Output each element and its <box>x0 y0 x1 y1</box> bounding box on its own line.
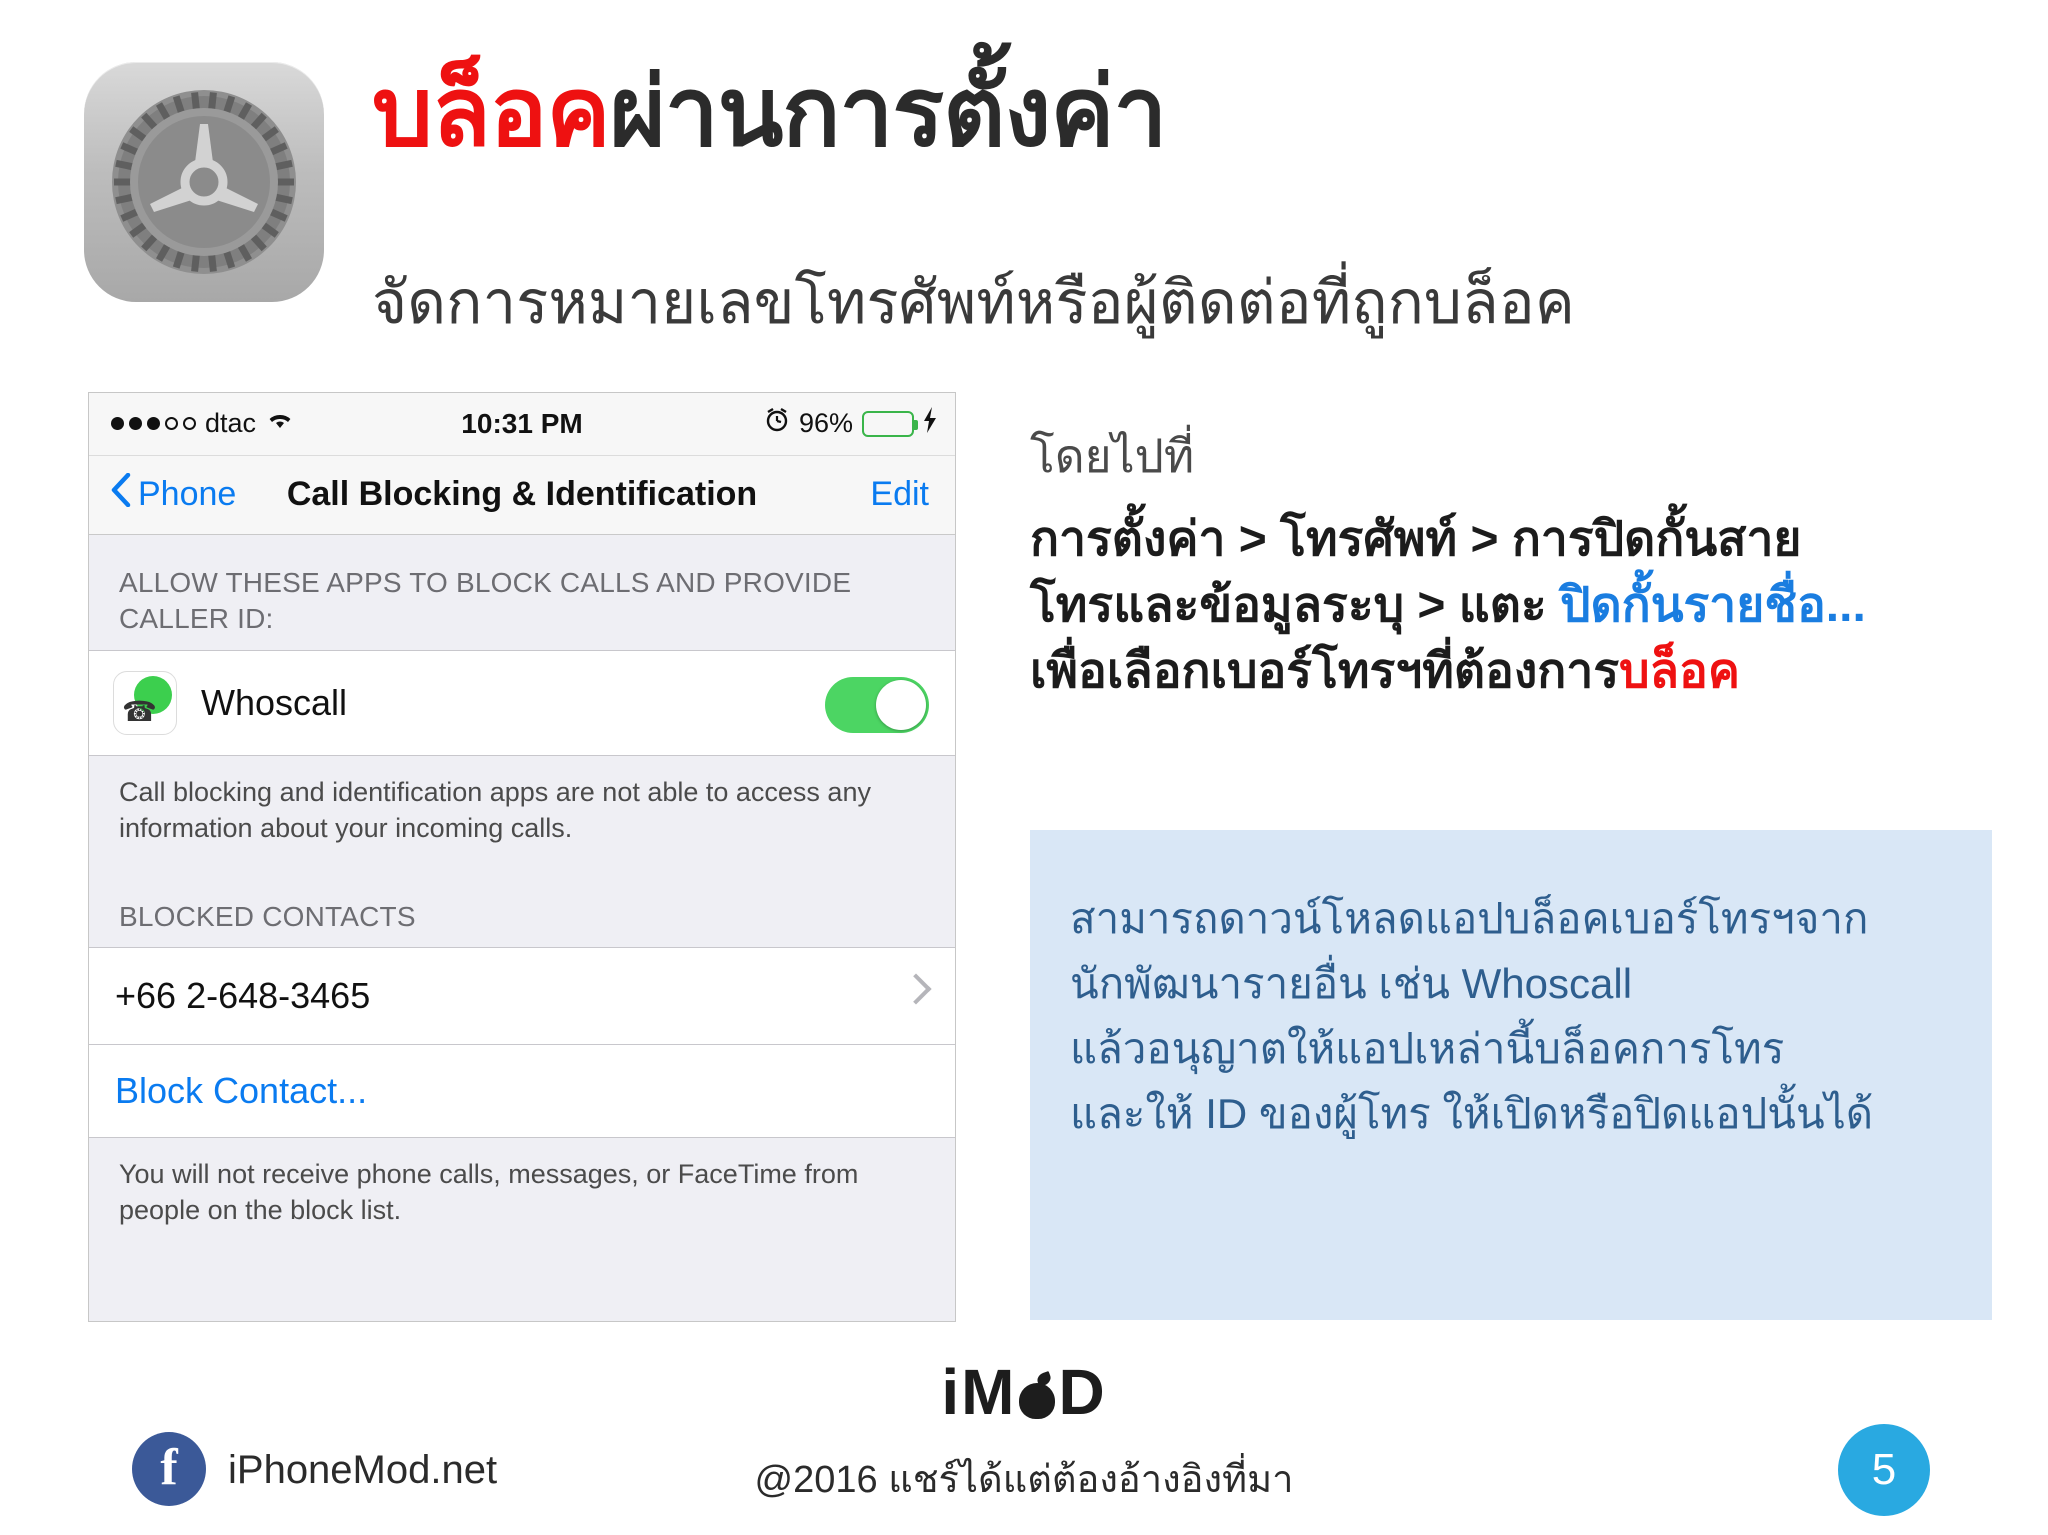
alarm-clock-icon <box>764 407 790 440</box>
whoscall-row[interactable] <box>89 650 955 756</box>
header <box>0 0 2048 370</box>
blocked-contacts-footer: You will not receive phone calls, messages, or FaceTime from people on the block list. <box>119 1159 859 1226</box>
status-bar <box>89 393 955 456</box>
facebook-icon[interactable]: f <box>132 1432 206 1506</box>
settings-list <box>89 535 955 1322</box>
facebook-label: iPhoneMod.net <box>228 1448 498 1492</box>
instructions-lead: โดยไปที่ <box>1030 430 1195 482</box>
blocked-number-row[interactable] <box>89 947 955 1138</box>
info-note-line-4: และให้ ID ของผู้โทร ให้เปิดหรือปิดแอปนั้นได้ <box>1070 1090 1874 1138</box>
whoscall-phone-icon: ☎ <box>113 671 177 735</box>
whoscall-toggle[interactable] <box>825 677 929 733</box>
status-bar-time: 10:31 PM <box>461 408 583 439</box>
instructions-line-1-text: การตั้งค่า > โทรศัพท์ > การปิดกั้นสาย <box>1030 513 1802 566</box>
imod-logo-left: iM <box>941 1356 1017 1428</box>
block-contact-row[interactable] <box>89 1044 955 1137</box>
info-note-text <box>1030 830 1992 1146</box>
apps-section-footer: Call blocking and identification apps are not able to access any information about your incoming calls. <box>119 776 871 844</box>
instructions-line-2-text: โทรและข้อมูลระบุ > แตะ <box>1030 579 1560 633</box>
instructions-line-3-highlight: บล็อค <box>1619 645 1740 699</box>
nav-title: Call Blocking & Identification <box>286 475 758 513</box>
block-contact-label: Block Contact... <box>115 1070 368 1112</box>
blocked-contacts-header: BLOCKED CONTACTS <box>119 900 416 932</box>
apps-section-header: ALLOW THESE APPS TO BLOCK CALLS AND PROVIDE CALLER ID: <box>119 567 852 635</box>
page-subtitle: จัดการหมายเลขโทรศัพท์หรือผู้ติดต่อที่ถูกบล็อค <box>372 269 1575 336</box>
page-title-dark: ผ่านการตั้งค่า <box>609 59 1167 166</box>
instructions-line-2-highlight: ปิดกั้นรายชื่อ... <box>1560 579 1866 633</box>
status-bar-right <box>764 407 937 440</box>
instructions-line-3-text: เพื่อเลือกเบอร์โทรฯที่ต้องการ <box>1030 645 1620 699</box>
info-note-line-2: นักพัฒนารายอื่น เช่น Whoscall <box>1070 960 1633 1008</box>
whoscall-label: Whoscall <box>201 681 348 723</box>
gear-icon <box>84 62 324 302</box>
battery-icon <box>862 411 914 437</box>
navigation-bar <box>89 456 955 535</box>
instructions-line-3 <box>1030 639 2000 705</box>
page-title-red: บล็อค <box>372 59 610 166</box>
blocked-number-label: +66 2-648-3465 <box>115 975 371 1017</box>
lightning-bolt-icon <box>923 407 937 440</box>
phone-screenshot <box>88 392 956 1322</box>
instructions-line-2 <box>1030 573 2000 639</box>
carrier-label: dtac <box>205 408 257 438</box>
edit-button[interactable]: Edit <box>870 475 929 513</box>
imod-logo <box>0 1355 2048 1429</box>
info-note-box <box>1030 830 1992 1320</box>
instructions-line-1 <box>1030 507 2000 573</box>
copyright-text: @2016 แชร์ได้แต่ต้องอ้างอิงที่มา <box>754 1459 1294 1501</box>
apple-icon <box>1019 1383 1055 1419</box>
page-number-badge: 5 <box>1838 1424 1930 1516</box>
battery-percent-label: 96% <box>798 408 853 438</box>
instructions-block <box>1030 420 2000 706</box>
imod-logo-right: D <box>1058 1356 1107 1428</box>
info-note-line-3: แล้วอนุญาตให้แอปเหล่านี้บล็อคการโทร <box>1070 1025 1785 1073</box>
back-button-label: Phone <box>138 475 237 513</box>
info-note-line-1: สามารถดาวน์โหลดแอปบล็อคเบอร์โทรฯจาก <box>1070 895 1869 942</box>
page-title <box>372 55 1166 170</box>
